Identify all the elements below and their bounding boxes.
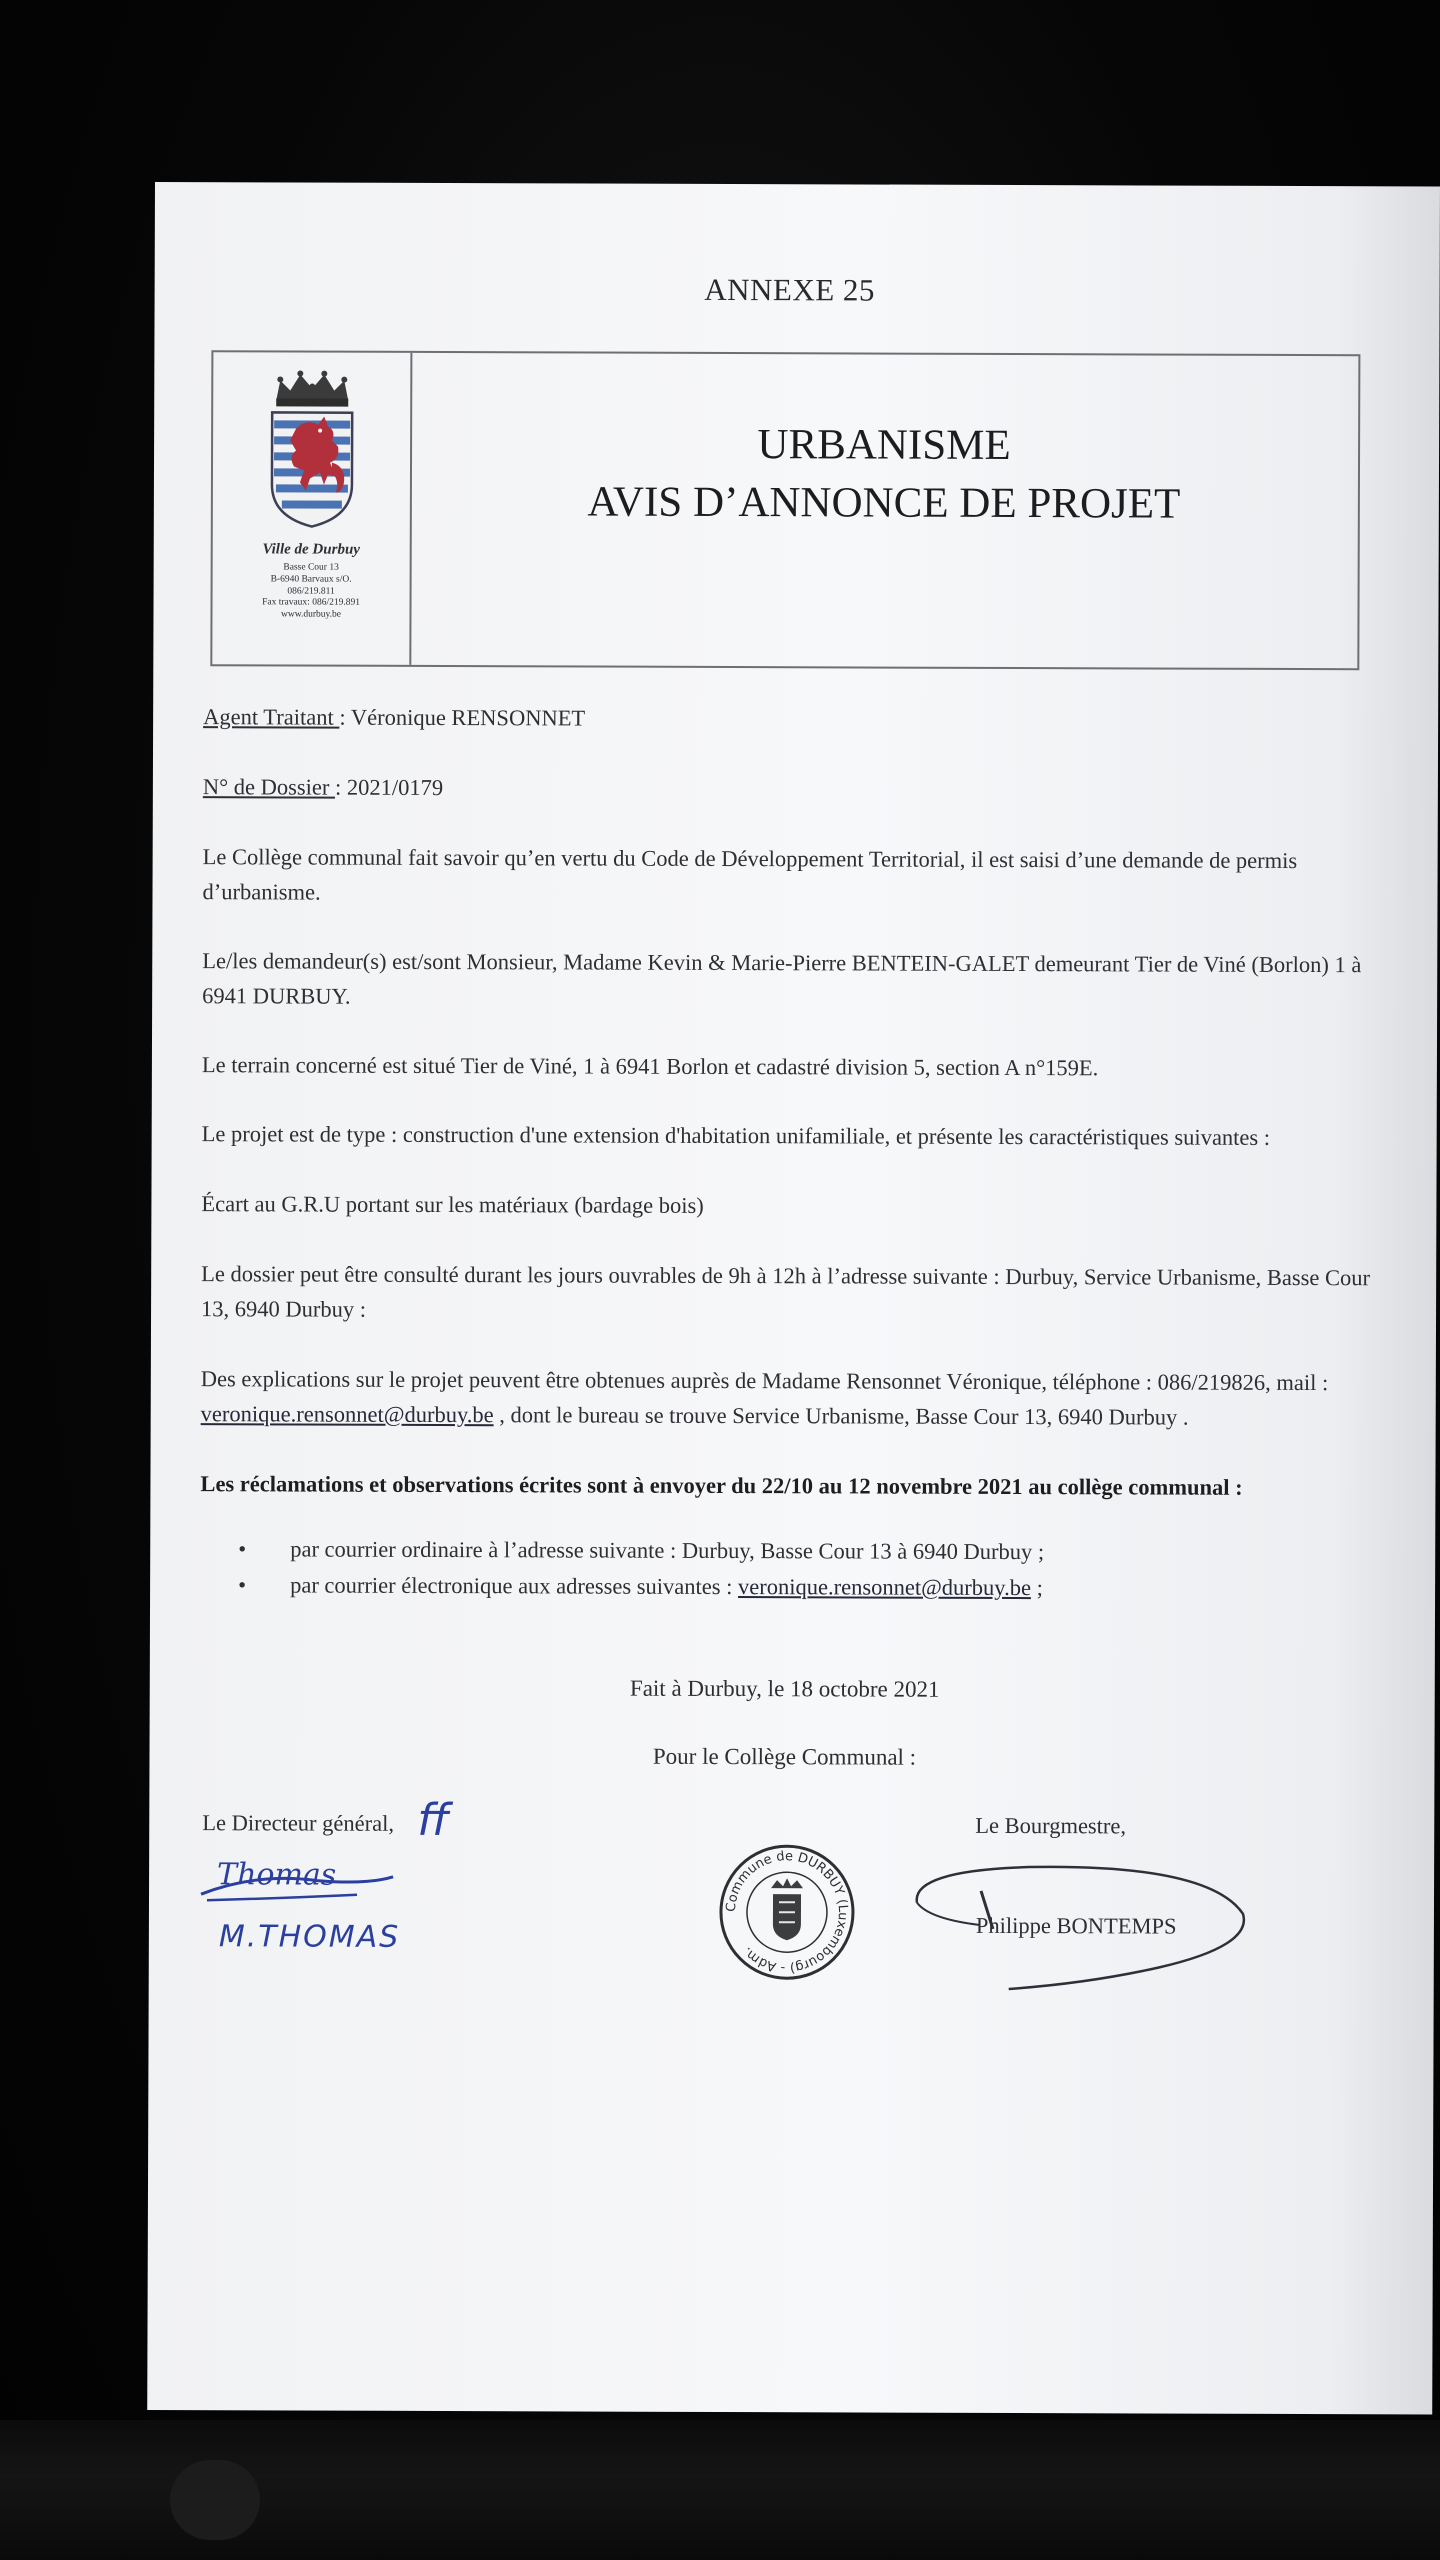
director-signature-icon xyxy=(197,1850,407,1923)
title-avis: AVIS D’ANNONCE DE PROJET xyxy=(587,478,1181,528)
mayor-name: Philippe BONTEMPS xyxy=(975,1912,1177,1939)
logo-address-line: Basse Cour 13 xyxy=(283,562,339,573)
header-box xyxy=(210,350,1360,670)
commune-seal-icon xyxy=(717,1842,857,1982)
logo-address xyxy=(212,540,409,622)
paragraph-college: Le Collège communal fait savoir qu’en vertu du Code de Développement Territorial, il est saisi d’une demande de permis d’urbanisme. xyxy=(202,844,1298,905)
bullet-item-email xyxy=(238,1572,1043,1601)
dossier-label: N° de Dossier xyxy=(202,774,336,800)
logo-address-line: 086/219.811 xyxy=(287,585,335,597)
place-date: Fait à Durbuy, le 18 octobre 2021 xyxy=(629,1675,940,1702)
dossier-value: : 2021/0179 xyxy=(334,774,444,801)
director-handwritten-name: M.THOMAS xyxy=(218,1919,401,1955)
director-label: Le Directeur général, xyxy=(202,1810,395,1836)
paragraph-projet: Le projet est de type : construction d'une extension d'habitation unifamiliale, et présente les caractéristiques suivantes : xyxy=(201,1121,1271,1150)
mayor-label: Le Bourgmestre, xyxy=(975,1812,1127,1839)
paragraph-ecart: Écart au G.R.U portant sur les matériaux (bardage bois) xyxy=(201,1191,704,1218)
paragraph-demandeurs: Le/les demandeur(s) est/sont Monsieur, Madame Kevin & Marie-Pierre BENTEIN-GALET demeurant Tier de Viné (Borlon) 1 à 6941 DURBUY. xyxy=(202,948,1362,1009)
paragraph-explications xyxy=(201,1362,1381,1436)
logo-cell xyxy=(212,352,412,665)
agent-label: Agent Traitant xyxy=(203,704,340,730)
bullet-item-courrier xyxy=(238,1536,1044,1565)
seal-text: Commune de DURBUY (Luxembourg) - Adm. xyxy=(723,1849,851,1976)
bullet-text: par courrier électronique aux adresses suivantes : xyxy=(290,1572,739,1600)
director-signature-text: Thomas xyxy=(217,1857,337,1893)
contact-email-link[interactable]: veronique.rensonnet@durbuy.be xyxy=(200,1401,494,1428)
logo-address-line: Fax travaux: 086/219.891 xyxy=(262,597,360,609)
notice-page xyxy=(147,182,1440,2414)
bullet-text: par courrier ordinaire à l’adresse suivante : Durbuy, Basse Cour 13 à 6940 Durbuy ; xyxy=(290,1536,1045,1565)
logo-town-name: Ville de Durbuy xyxy=(262,541,360,558)
title-area xyxy=(409,353,1358,668)
agent-value: : Véronique RENSONNET xyxy=(339,704,586,731)
explications-text: Des explications sur le projet peuvent être obtenues auprès de Madame Rensonnet Véronique, téléphone : 086/219826, mail : xyxy=(200,1366,1329,1396)
explications-text-end: , dont le bureau se trouve Service Urbanisme, Basse Cour 13, 6940 Durbuy . xyxy=(493,1402,1189,1430)
title-urbanisme: URBANISME xyxy=(757,421,1011,469)
durbuy-coat-of-arms-icon xyxy=(266,366,359,534)
logo-address-line: B-6940 Barvaux s/O. xyxy=(270,574,352,585)
bullet-mark: • xyxy=(238,1572,247,1598)
logo-website: www.durbuy.be xyxy=(280,609,341,620)
dossier-line xyxy=(203,770,1383,809)
agent-line xyxy=(203,700,1383,739)
bullet-text-end: ; xyxy=(1030,1575,1043,1601)
bezel-reflection xyxy=(170,2460,260,2540)
pour-college: Pour le Collège Communal : xyxy=(652,1743,917,1770)
screen-bezel xyxy=(0,2420,1440,2560)
bullet-mark: • xyxy=(238,1536,247,1562)
bullet-email-link[interactable]: veronique.rensonnet@durbuy.be xyxy=(738,1574,1032,1601)
reclamations-heading: Les réclamations et observations écrites sont à envoyer du 22/10 au 12 novembre 2021 au collège communal : xyxy=(200,1471,1243,1500)
paragraph-consultation: Le dossier peut être consulté durant les jours ouvrables de 9h à 12h à l’adresse suivante : Durbuy, Service Urbanisme, Basse Cour 13, 6940 Durbuy : xyxy=(201,1261,1371,1322)
paragraph-terrain: Le terrain concerné est situé Tier de Viné, 1 à 6941 Borlon et cadastré division 5, section A n°159E. xyxy=(201,1052,1099,1081)
director-handwritten-ff: ff xyxy=(417,1794,450,1847)
annex-label: ANNEXE 25 xyxy=(704,271,876,308)
